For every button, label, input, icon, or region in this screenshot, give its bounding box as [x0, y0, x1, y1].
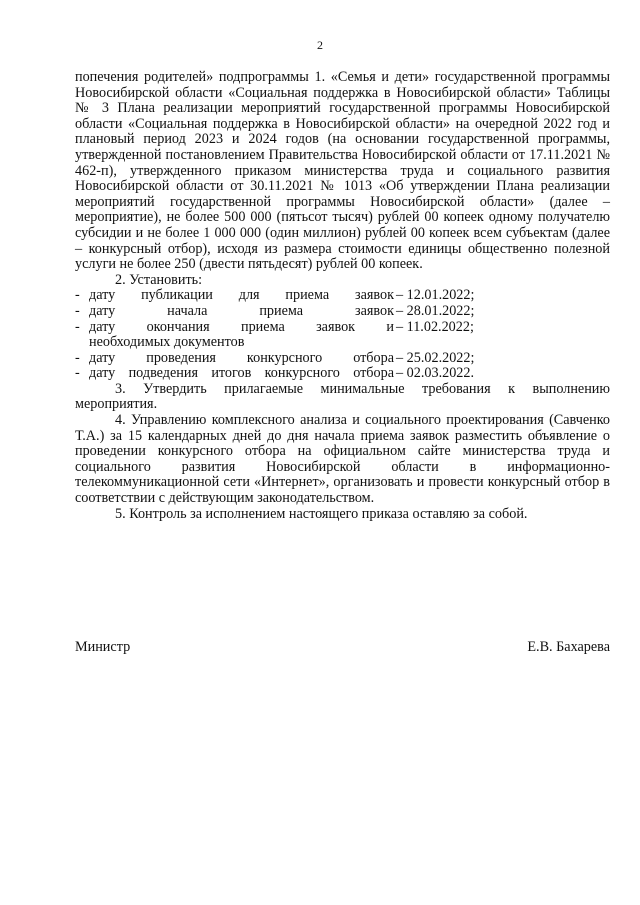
date-label-line-1: дату окончания приема заявок и — [89, 318, 394, 335]
list-item — [75, 304, 610, 320]
date-value: – 12.01.2022; — [396, 287, 475, 304]
item-4-paragraph: 4. Управлению комплексного анализа и социального проектирования (Савченко Т.А.) за 15 календарных дней до дня начала приема заявок разместить объявление о проведении конкурсного отбора на официальном сайте министерства труда и социального развития Новосибирской области в информационно-телекоммуникационной сети «Интернет», организовать и провести конкурсный отбор в соответствии с действующим законодательством. — [75, 412, 610, 507]
date-label: дату начала приема заявок — [89, 302, 394, 319]
signatory-name: Е.В. Бахарева — [527, 639, 610, 655]
date-label: дату проведения конкурсного отбора — [89, 349, 394, 366]
list-dash: - — [75, 318, 80, 335]
page-number: 2 — [317, 38, 323, 52]
list-item — [75, 351, 610, 367]
item-2-heading: 2. Установить: — [115, 271, 203, 288]
date-value: – 02.03.2022. — [396, 365, 475, 382]
date-value: – 28.01.2022; — [396, 302, 475, 319]
date-label-line-2: необходимых документов — [89, 334, 245, 351]
list-dash: - — [75, 365, 80, 382]
date-value: – 25.02.2022; — [396, 349, 475, 366]
list-dash: - — [75, 287, 80, 304]
signatory-role: Министр — [75, 639, 131, 655]
document-body — [75, 70, 610, 522]
list-item — [75, 366, 610, 382]
dates-list — [75, 288, 610, 382]
item-5-paragraph: 5. Контроль за исполнением настоящего приказа оставляю за собой. — [115, 505, 528, 522]
list-item — [75, 288, 610, 304]
list-dash: - — [75, 349, 80, 366]
date-label — [89, 320, 394, 351]
intro-paragraph: попечения родителей» подпрограммы 1. «Семья и дети» государственной программы Новосибирской области «Социальная поддержка в Новосибирской области» Таблицы № 3 Плана реализации мероприятий государственной программы Новосибирской области «Социальная поддержка в Новосибирской области» на очередной 2022 год и плановый период 2023 и 2024 годов (на основании государственной программы, утвержденной постановлением Правительства Новосибирской области от 17.11.2021 № 462-п), утвержденного приказом министерства труда и социального развития Новосибирской области от 30.11.2021 № 1013 «Об утверждении Плана реализации мероприятий государственной программы Новосибирской области» (далее – мероприятие), не более 500 000 (пятьсот тысяч) рублей 00 копеек одному получателю субсидии и не более 1 000 000 (один миллион) рублей 00 копеек всем субъектам (далее – конкурсный отбор), исходя из размера стоимости единицы общественно полезной услуги не более 250 (двести пятьдесят) рублей 00 копеек. — [75, 69, 610, 273]
date-label: дату подведения итогов конкурсного отбора — [89, 365, 394, 382]
list-item — [75, 320, 610, 351]
date-label: дату публикации для приема заявок — [89, 287, 394, 304]
date-value: – 11.02.2022; — [396, 318, 474, 335]
item-3-paragraph: 3. Утвердить прилагаемые минимальные требования к выполнению мероприятия. — [75, 380, 610, 413]
list-dash: - — [75, 302, 80, 319]
